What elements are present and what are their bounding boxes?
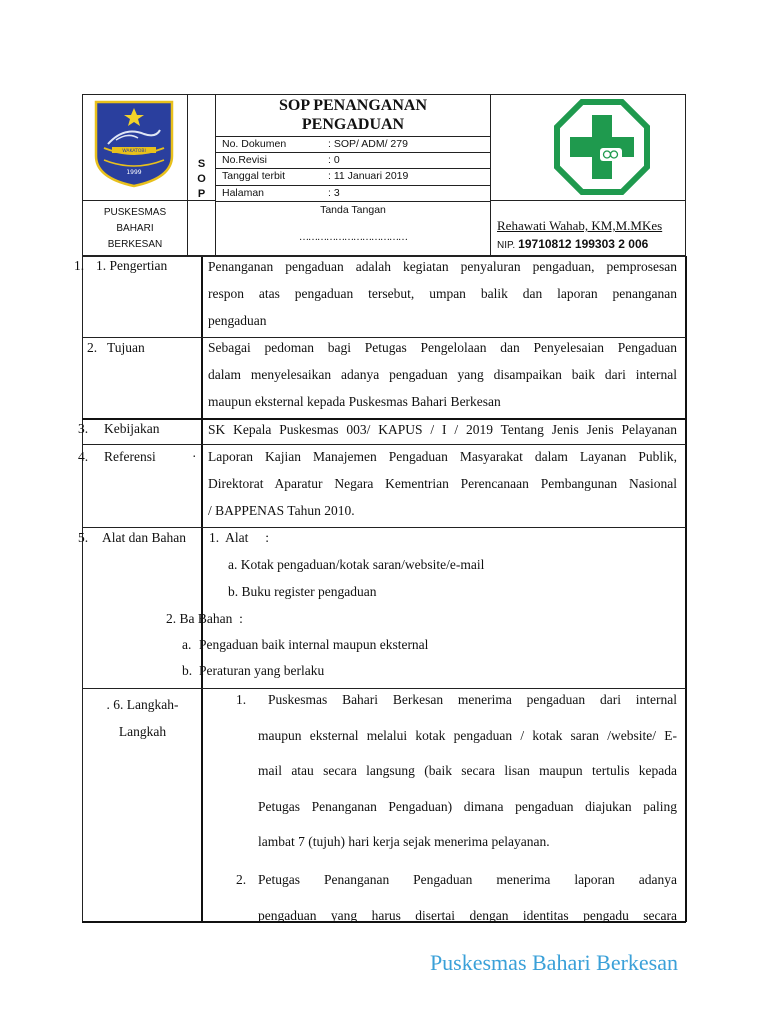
bahan-item: Pengaduan baik internal maupun eksternal [199, 637, 429, 652]
puskesmas-logo [554, 99, 650, 195]
meta-label: No.Revisi [222, 154, 267, 166]
bahan-heading: 2. Ba Bahan : [166, 611, 243, 626]
text-line: Puskesmas Bahari Berkesan menerima pengaduan dari internal [268, 692, 677, 707]
footer-text: Puskesmas Bahari Berkesan [429, 950, 678, 975]
divider [215, 152, 490, 153]
text-line: Petugas Penanganan Pengaduan menerima laporan adanya [258, 872, 677, 887]
alat-item: a. Kotak pengaduan/kotak saran/website/e-mail [228, 557, 485, 572]
sop-title-line: SOP PENANGANAN [278, 97, 427, 114]
text-line: Sebagai pedoman bagi Petugas Pengelolaan dan Penyelesaian Pengaduan [208, 340, 677, 355]
sop-letter: O [197, 173, 206, 185]
label-line: Langkah [118, 724, 167, 739]
alat-item: b. Buku register pengaduan [228, 584, 377, 599]
text-line: respon atas pengaduan tersebut, umpan balik dan laporan penanganan [208, 286, 677, 301]
text-line: pengaduan [208, 313, 267, 328]
org-name-line: BERKESAN [107, 239, 163, 250]
org-name-line: PUSKESMAS [103, 207, 167, 218]
row-content-kebijakan [208, 416, 677, 443]
org-name-line: BAHARI [116, 223, 154, 234]
wakatobi-logo [94, 100, 174, 188]
divider [490, 200, 686, 201]
divider [82, 527, 686, 528]
row-number: 3. [78, 421, 89, 436]
bahan-num: a. [182, 637, 192, 652]
sop-letter: S [197, 158, 206, 170]
meta-label: No. Dokumen [222, 138, 287, 150]
step-number: 2. [236, 872, 247, 887]
org-name [83, 205, 187, 253]
text-line: dalam menyelesaikan adanya pengaduan yang disampaikan baik dari internal [208, 367, 677, 382]
sop-vertical-label [188, 157, 215, 202]
label-line: . 6. Langkah- [106, 697, 179, 712]
bahan-item: Peraturan yang berlaku [199, 663, 325, 678]
row-label-alat: Alat dan Bahan [102, 530, 186, 545]
text-line: SK Kepala Puskesmas 003/ KAPUS / I / 2019 Tentang Jenis Jenis Pelayanan [208, 422, 677, 437]
row-number: 1. [74, 258, 85, 273]
text-line: / BAPPENAS Tahun 2010. [208, 503, 355, 518]
text-line: mail atau secara langsung (baik secara lisan maupun tertulis kepada [258, 763, 677, 779]
row-label-pengertian: 1. Pengertian [96, 258, 168, 273]
divider [201, 256, 203, 922]
divider [215, 136, 490, 137]
sop-title-line: PENGADUAN [301, 116, 405, 133]
divider [215, 168, 490, 169]
bahan-num: b. [182, 663, 193, 678]
svg-text:WAKATOBI: WAKATOBI [122, 149, 146, 154]
text-line: Direktorat Aparatur Negara Kementrian Perencanaan Pembangunan Nasional [208, 476, 677, 491]
tanda-tangan-label: Tanda Tangan [320, 204, 386, 216]
row-label-tujuan: 2. Tujuan [87, 340, 145, 355]
divider [215, 185, 490, 186]
meta-label: Tanggal terbit [222, 170, 286, 182]
row-content-referensi [208, 443, 677, 524]
step-number: 1. [236, 692, 247, 707]
meta-value: : 3 [328, 187, 340, 199]
text-line: Petugas Penanganan Pengaduan) dimana pengaduan diajukan paling [258, 798, 677, 814]
divider [82, 256, 83, 922]
meta-value: : SOP/ ADM/ 279 [328, 138, 408, 150]
meta-label: Halaman [222, 187, 265, 199]
row-dot: · [192, 449, 197, 464]
row-content-tujuan [208, 334, 677, 415]
sop-title [216, 96, 490, 134]
text-line: maupun eksternal kepada Puskesmas Bahari Berkesan [208, 394, 501, 409]
sop-letter: P [197, 188, 206, 200]
row-number: 4. [78, 449, 89, 464]
nip-label: NIP. [497, 240, 516, 251]
row-label-kebijakan: Kebijakan [104, 421, 160, 436]
step-2 [258, 862, 677, 933]
divider [490, 94, 491, 256]
row-number: 5. [78, 530, 89, 545]
text-line: pengaduan yang harus disertai dengan identitas pengadu secara [258, 907, 677, 923]
meta-value: : 11 Januari 2019 [328, 170, 409, 182]
row-label-langkah [84, 691, 201, 745]
text-line: Laporan Kajian Manajemen Pengaduan Masyarakat dalam Layanan Publik, [208, 449, 677, 464]
text-line: lambat 7 (tujuh) hari kerja sejak menerima pelayanan. [258, 834, 550, 850]
signer-name: Rehawati Wahab, KM,M.MKes [497, 218, 663, 233]
svg-text:1999: 1999 [126, 169, 142, 176]
nip-value: 19710812 199303 2 006 [518, 237, 649, 251]
step-1 [258, 682, 677, 860]
alat-heading: 1. Alat : [209, 530, 269, 545]
meta-value: : 0 [328, 154, 340, 166]
nip [497, 237, 648, 252]
divider [215, 201, 490, 202]
row-content-pengertian [208, 253, 677, 334]
text-line: maupun eksternal melalui kotak pengaduan / kotak saran /website/ E- [258, 727, 677, 743]
text-line: Penanganan pengaduan adalah kegiatan penyaluran pengaduan, pemprosesan [208, 259, 677, 274]
row-label-referensi: Referensi [104, 449, 156, 464]
divider [685, 256, 687, 922]
signature-line: ……………………………… [299, 232, 407, 243]
